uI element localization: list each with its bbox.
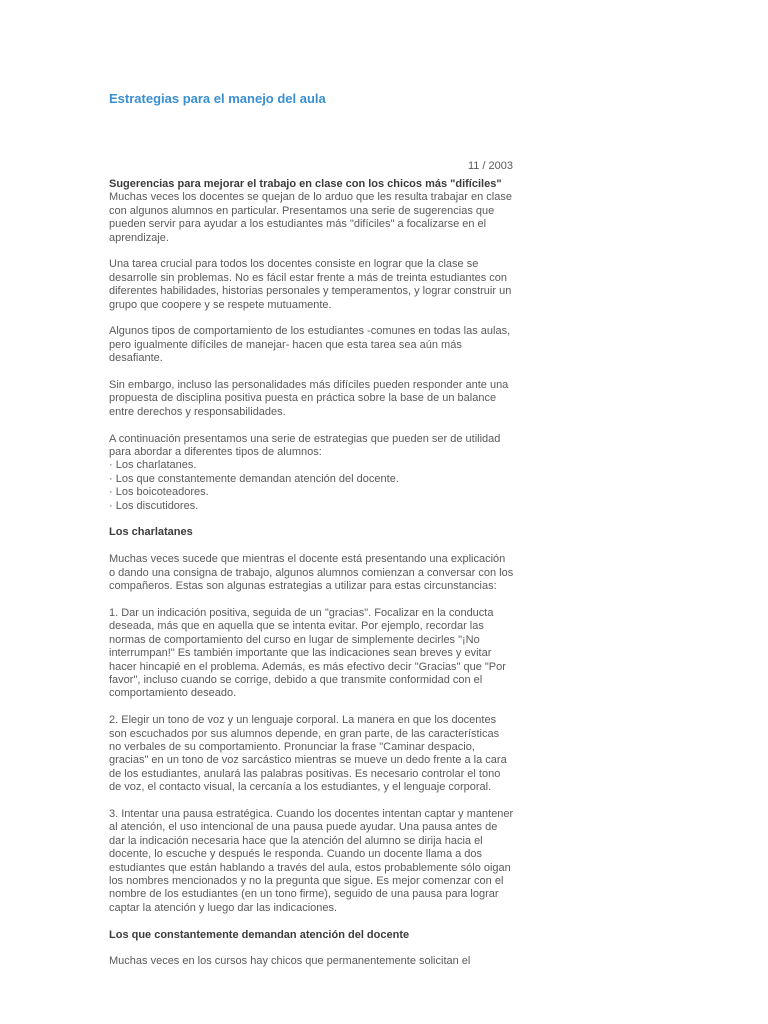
list-item: · Los que constantemente demandan atención del docente.	[109, 472, 399, 485]
list-item: · Los boicoteadores.	[109, 486, 209, 499]
list-intro: A continuación presentamos una serie de estrategias que pueden ser de utilidad para abordar a diferentes tipos de alumnos:	[109, 432, 501, 459]
paragraph-2: Algunos tipos de comportamiento de los estudiantes -comunes en todas las aulas, pero igualmente difíciles de manejar- hacen que esta tarea sea aún más desafiante.	[109, 325, 511, 365]
strategy-point-3: 3. Intentar una pausa estratégica. Cuando los docentes intentan captar y mantener al atención, el uso intencional de una pausa puede ayudar. Una pausa antes de dar la indicación necesaria hace que la atención del alumno se dirija hacia el docente, lo escuche y después le responda. Cuando un docente llama a dos estudiantes que están hablando a través del aula, estos probablemente sólo oigan los nombres mencionados y no la pregunta que sigue. Es mejor comenzar con el nombre de los estudiantes (en un tono firme), seguido de una pausa para lograr captar la atención y luego dar las indicaciones.	[109, 807, 514, 914]
paragraph-3: Sin embargo, incluso las personalidades más difíciles pueden responder ante una propuesta de disciplina positiva puesta en práctica sobre la base de un balance entre derechos y responsabilidades.	[109, 379, 509, 418]
publication-date: 11 / 2003	[467, 160, 513, 172]
section-intro-charlatanes: Muchas veces sucede que mientras el docente está presentando una explicación o dando una consigna de trabajo, algunos alumnos comienzan a conversar con los compañeros. Estas son algunas estrategias a utilizar para estas circunstancias:	[109, 553, 514, 593]
article-body	[109, 178, 514, 969]
list-item: · Los charlatanes.	[109, 459, 197, 472]
intro-heading: Sugerencias para mejorar el trabajo en clase con los chicos más "difíciles"	[109, 178, 502, 190]
section-heading-atencion: Los que constantemente demandan atención del docente	[109, 928, 410, 941]
paragraph-1: Una tarea crucial para todos los docentes consiste en lograr que la clase se desarrolle sin problemas. No es fácil estar frente a más de treinta estudiantes con diferentes habilidades, historias personales y temperamentos, y lograr construir un grupo que coopere y se respete mutuamente.	[109, 258, 512, 311]
strategy-point-2: 2. Elegir un tono de voz y un lenguaje corporal. La manera en que los docentes son escuchados por sus alumnos depende, en gran parte, de las características no verbales de su comportamiento. Pronunciar la frase "Caminar despacio, gracias" en un tono de voz sarcástico mientras se mueve un dedo frente a la cara de los estudiantes, anulará las palabras positivas. Es necesario controlar el tono de voz, el contacto visual, la cercanía a los estudiantes, y el lenguaje corporal.	[109, 714, 507, 794]
intro-text: Muchas veces los docentes se quejan de lo arduo que les resulta trabajar en clase con algunos alumnos en particular. Presentamos una serie de sugerencias que pueden servir para ayudar a los estudiantes más "difíciles" a focalizarse en el aprendizaje.	[109, 191, 512, 244]
list-item: · Los discutidores.	[109, 499, 199, 512]
page-title: Estrategias para el manejo del aula	[109, 91, 326, 106]
section-intro-atencion: Muchas veces en los cursos hay chicos que permanentemente solicitan el	[109, 955, 471, 968]
section-heading-charlatanes: Los charlatanes	[109, 526, 193, 539]
strategy-point-1: 1. Dar un indicación positiva, seguida de un "gracias". Focalizar en la conducta deseada, más que en aquella que se intenta evitar. Por ejemplo, recordar las normas de comportamiento del curso en lugar de simplemente decirles "¡No interrumpan!" Es también importante que las indicaciones sean breves y evitar hacer hincapié en el problema. Además, es más efectivo decir "Gracias" que "Por favor", incluso cuando se corrige, debido a que transmite conformidad con el comportamiento deseado.	[109, 606, 506, 700]
intro-block	[109, 178, 514, 245]
student-type-list	[109, 459, 514, 513]
